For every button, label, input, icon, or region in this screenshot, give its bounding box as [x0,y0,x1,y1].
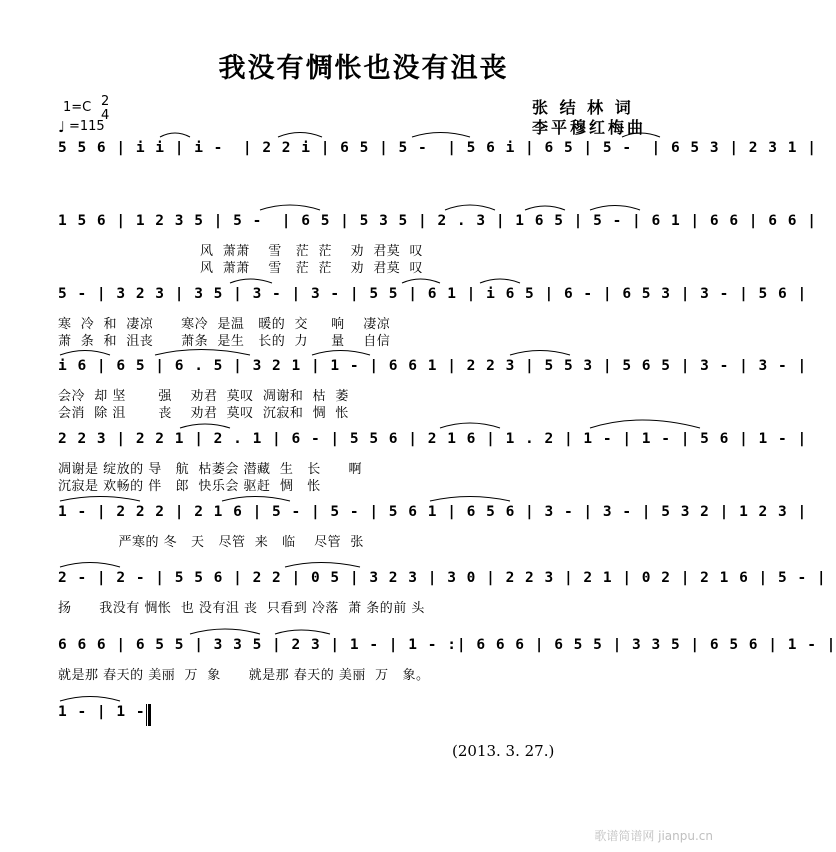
lyric-line: 萧 条 和 沮丧 萧条 是生 长的 力 量 自信 [58,334,391,349]
composer-credit: 李平穆红梅曲 [532,118,647,137]
score-line: 5 5 6 | i i | i - | 2 2 i | 6 5 | 5 - | 5 6 i | 6 5 | 5 - | 6 5 3 | 2 3 1 | [58,140,817,156]
site-watermark: 歌谱简谱网 jianpu.cn [594,829,713,843]
lyricist-credit: 张 结 林 词 [532,98,634,117]
lyric-line: 沉寂是 欢畅的 伴 郎 快乐会 驱赶 惆 怅 [58,479,321,494]
score-line: 1 - | 2 2 2 | 2 1 6 | 5 - | 5 - | 5 6 1 | 6 5 6 | 3 - | 3 - | 5 3 2 | 1 2 3 | [58,504,808,520]
score-line: 1 5 6 | 1 2 3 5 | 5 - | 6 5 | 5 3 5 | 2 . 3 | 1 6 5 | 5 - | 6 1 | 6 6 | 6 6 | [58,213,817,229]
lyric-line: 严寒的 冬 天 尽管 来 临 尽管 张 [100,535,364,550]
score-line: 2 - | 2 - | 5 5 6 | 2 2 | 0 5 | 3 2 3 | 3 0 | 2 2 3 | 2 1 | 0 2 | 2 1 6 | 5 - | [58,570,827,586]
lyric-line: 扬 我没有 惆怅 也 没有沮 丧 只看到 冷落 萧 条的前 头 [58,601,425,616]
key-signature: 1=C [63,100,92,115]
score-line: 5 - | 3 2 3 | 3 5 | 3 - | 3 - | 5 5 | 6 1 | i 6 5 | 6 - | 6 5 3 | 3 - | 5 6 | [58,286,808,302]
time-sig-bottom: 4 [101,108,110,123]
date-stamp: (2013. 3. 27.) [452,742,555,760]
score-line: i 6 | 6 5 | 6 . 5 | 3 2 1 | 1 - | 6 6 1 | 2 2 3 | 5 5 3 | 5 6 5 | 3 - | 3 - | [58,358,808,374]
lyric-line: 就是那 春天的 美丽 万 象 就是那 春天的 美丽 万 象。 [58,668,430,683]
lyric-line: 风 萧萧 雪 茫 茫 劝 君莫 叹 [200,244,424,259]
time-sig-top: 2 [101,94,110,109]
quarter-note-icon: ♩ [58,118,66,136]
score-line: 6 6 6 | 6 5 5 | 3 3 5 | 2 3 | 1 - | 1 - :| 6 6 6 | 6 5 5 | 3 3 5 | 6 5 6 | 1 - | [58,637,836,653]
score-line: 2 2 3 | 2 2 1 | 2 . 1 | 6 - | 5 5 6 | 2 1 6 | 1 . 2 | 1 - | 1 - | 5 6 | 1 - | [58,431,808,447]
lyric-line: 凋谢是 绽放的 导 航 枯萎会 潜藏 生 长 啊 [58,462,363,477]
lyric-line: 寒 冷 和 凄凉 寒冷 是温 暖的 交 响 凄凉 [58,317,391,332]
tempo-marking: =115 [69,119,105,134]
score-line: 1 - | 1 - [58,704,156,720]
song-title: 我没有惆怅也没有沮丧 [218,53,509,84]
lyric-line: 会消 除 沮 丧 劝君 莫叹 沉寂和 惆 怅 [58,406,349,421]
lyric-line: 风 萧萧 雪 茫 茫 劝 君莫 叹 [200,261,424,276]
lyric-line: 会冷 却 坚 强 劝君 莫叹 凋谢和 枯 萎 [58,389,349,404]
